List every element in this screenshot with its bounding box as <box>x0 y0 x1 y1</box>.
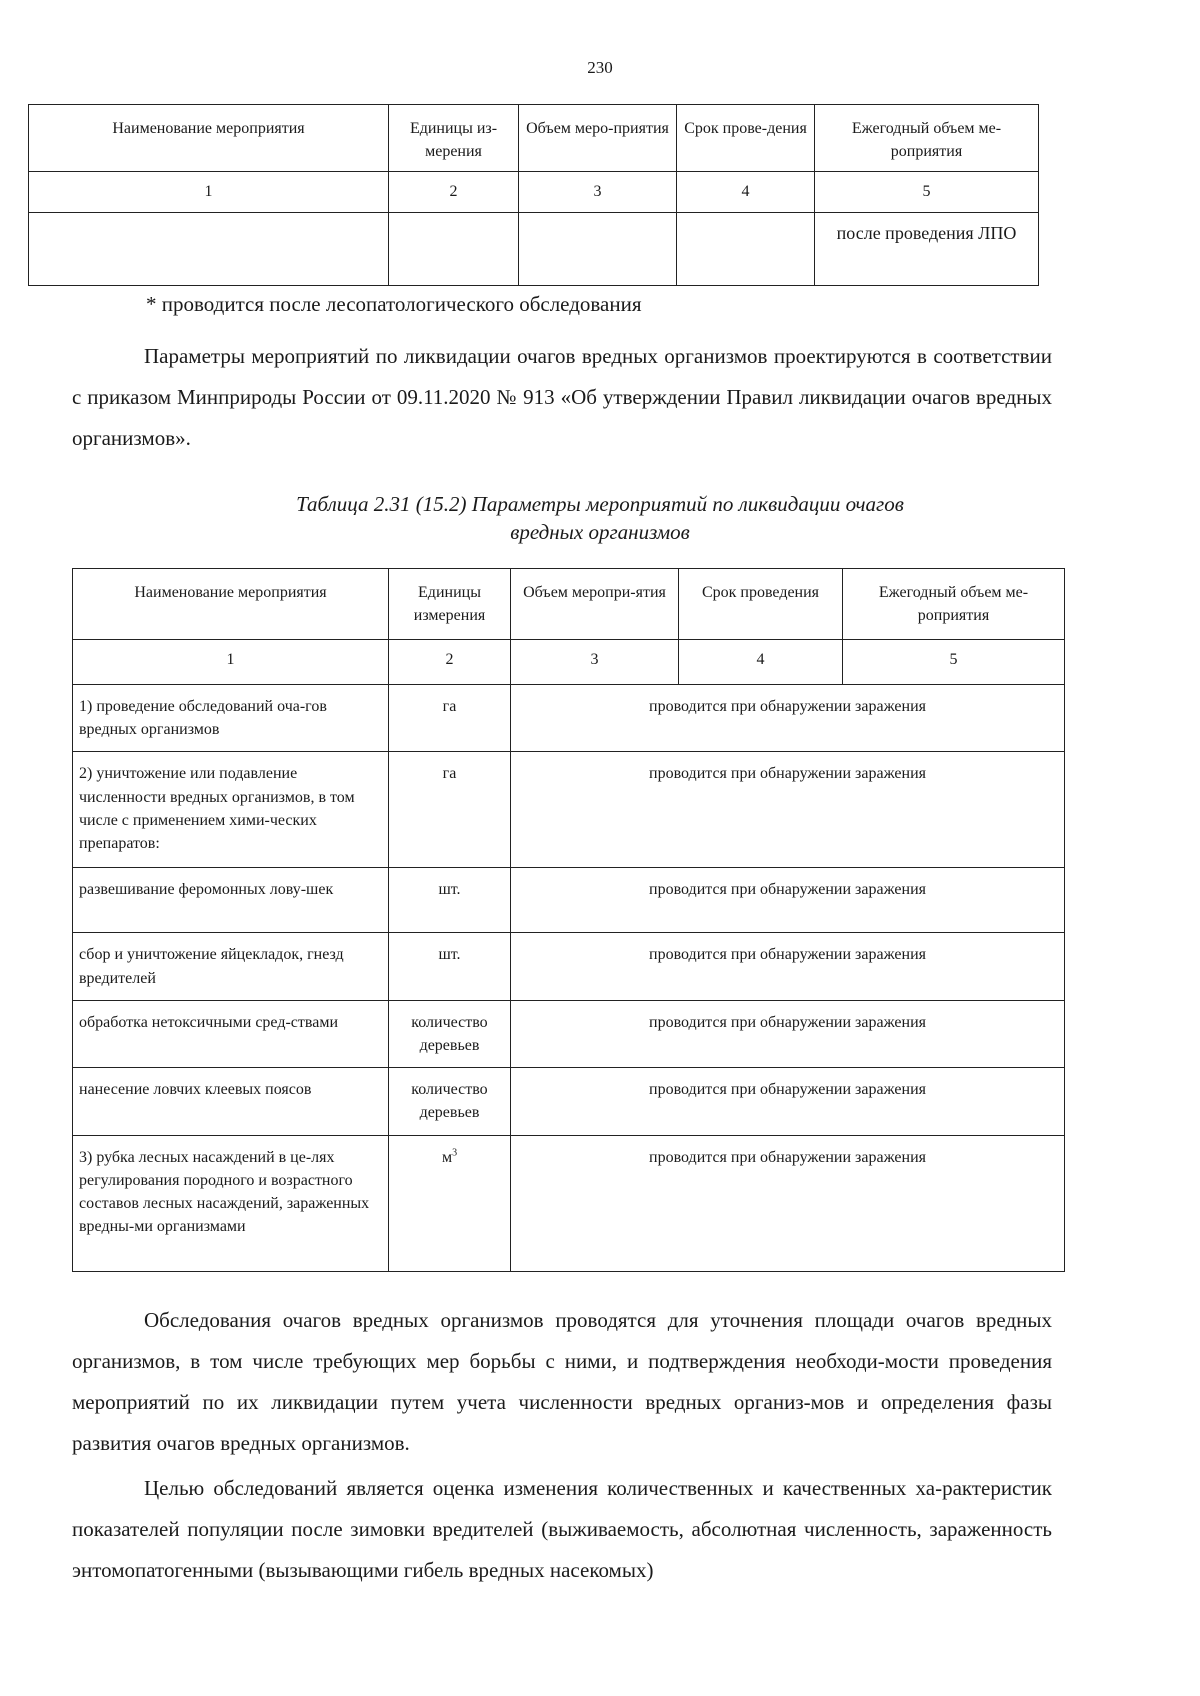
header-cell-unit: Единицы из-мерения <box>389 105 519 172</box>
activity-unit <box>389 1135 511 1271</box>
paragraph-text: Обследования очагов вредных организмов проводятся для уточнения площади очагов вредных организмов, в том числе требующих мер борьбы с ними, и подтверждения необходи-мости проведения мероприятий по их ликвидации путем учета численности вредных организ-мов и определения фазы развития очагов вредных организмов. <box>72 1308 1052 1455</box>
parameters-table <box>72 568 1065 1272</box>
paragraph-text: Целью обследований является оценка изменения количественных и качественных ха-рактеристик показателей популяции после зимовки вредителей (выживаемость, абсолютная численность, зараженность энтомопатогенными (вызывающими гибель вредных насекомых) <box>72 1476 1052 1582</box>
column-number: 2 <box>389 172 519 213</box>
table-row <box>73 933 1065 1000</box>
activity-note: проводится при обнаружении заражения <box>511 752 1065 868</box>
table-row <box>73 1135 1065 1271</box>
table-row <box>73 1068 1065 1135</box>
header-cell-volume: Объем меропри-ятия <box>511 569 679 640</box>
activity-name: 1) проведение обследований оча-гов вредных организмов <box>73 685 389 752</box>
activity-note: проводится при обнаружении заражения <box>511 933 1065 1000</box>
activity-unit: га <box>389 752 511 868</box>
table-cell <box>677 213 815 286</box>
column-number: 3 <box>511 640 679 685</box>
paragraph <box>72 1300 1052 1464</box>
continued-table <box>28 104 1039 286</box>
table-row <box>73 685 1065 752</box>
table-cell <box>519 213 677 286</box>
column-number: 5 <box>843 640 1065 685</box>
activity-unit: количество деревьев <box>389 1000 511 1067</box>
activity-name: развешивание феромонных лову-шек <box>73 868 389 933</box>
activity-note: проводится при обнаружении заражения <box>511 685 1065 752</box>
caption-line: Таблица 2.31 (15.2) Параметры мероприятий по ликвидации очагов <box>296 492 904 516</box>
header-cell-annual: Ежегодный объем ме-роприятия <box>815 105 1039 172</box>
column-number: 4 <box>677 172 815 213</box>
column-number: 4 <box>679 640 843 685</box>
header-cell-unit: Единицы измерения <box>389 569 511 640</box>
column-number: 3 <box>519 172 677 213</box>
column-number: 1 <box>29 172 389 213</box>
table-cell-note: после проведения ЛПО <box>815 213 1039 286</box>
activity-name: сбор и уничтожение яйцекладок, гнезд вредителей <box>73 933 389 1000</box>
activity-name: 3) рубка лесных насаждений в це-лях регулирования породного и возрастного составов лесных насаждений, зараженных вредны-ми организмами <box>73 1135 389 1271</box>
header-cell-volume: Объем меро-приятия <box>519 105 677 172</box>
header-cell-name: Наименование мероприятия <box>73 569 389 640</box>
activity-name: 2) уничтожение или подавление численности вредных организмов, в том числе с применением хими-ческих препаратов: <box>73 752 389 868</box>
column-number: 5 <box>815 172 1039 213</box>
footnote: * проводится после лесопатологического обследования <box>146 292 642 316</box>
paragraph <box>72 336 1052 459</box>
activity-name: обработка нетоксичными сред-ствами <box>73 1000 389 1067</box>
header-cell-term: Срок прове-дения <box>677 105 815 172</box>
paragraph-text: Параметры мероприятий по ликвидации очагов вредных организмов проектируются в соответствии с приказом Минприроды России от 09.11.2020 № 913 «Об утверждении Правил ликвидации очагов вредных организмов». <box>72 344 1052 450</box>
table-row <box>73 1000 1065 1067</box>
table-cell <box>29 213 389 286</box>
unit-base: м <box>441 1148 453 1166</box>
table-cell <box>389 213 519 286</box>
activity-unit: га <box>389 685 511 752</box>
unit-superscript: 3 <box>452 1147 458 1159</box>
activity-note: проводится при обнаружении заражения <box>511 1068 1065 1135</box>
page-number: 230 <box>587 58 613 77</box>
table-row <box>73 752 1065 868</box>
column-number: 2 <box>389 640 511 685</box>
activity-note: проводится при обнаружении заражения <box>511 1135 1065 1271</box>
paragraph <box>72 1468 1052 1591</box>
header-cell-annual: Ежегодный объем ме-роприятия <box>843 569 1065 640</box>
activity-name: нанесение ловчих клеевых поясов <box>73 1068 389 1135</box>
header-cell-term: Срок проведения <box>679 569 843 640</box>
activity-note: проводится при обнаружении заражения <box>511 1000 1065 1067</box>
caption-line: вредных организмов <box>510 520 690 544</box>
activity-unit: шт. <box>389 933 511 1000</box>
table-row <box>73 868 1065 933</box>
activity-unit: количество деревьев <box>389 1068 511 1135</box>
column-number: 1 <box>73 640 389 685</box>
header-cell-name: Наименование мероприятия <box>29 105 389 172</box>
activity-note: проводится при обнаружении заражения <box>511 868 1065 933</box>
activity-unit: шт. <box>389 868 511 933</box>
table-caption <box>0 490 1200 546</box>
